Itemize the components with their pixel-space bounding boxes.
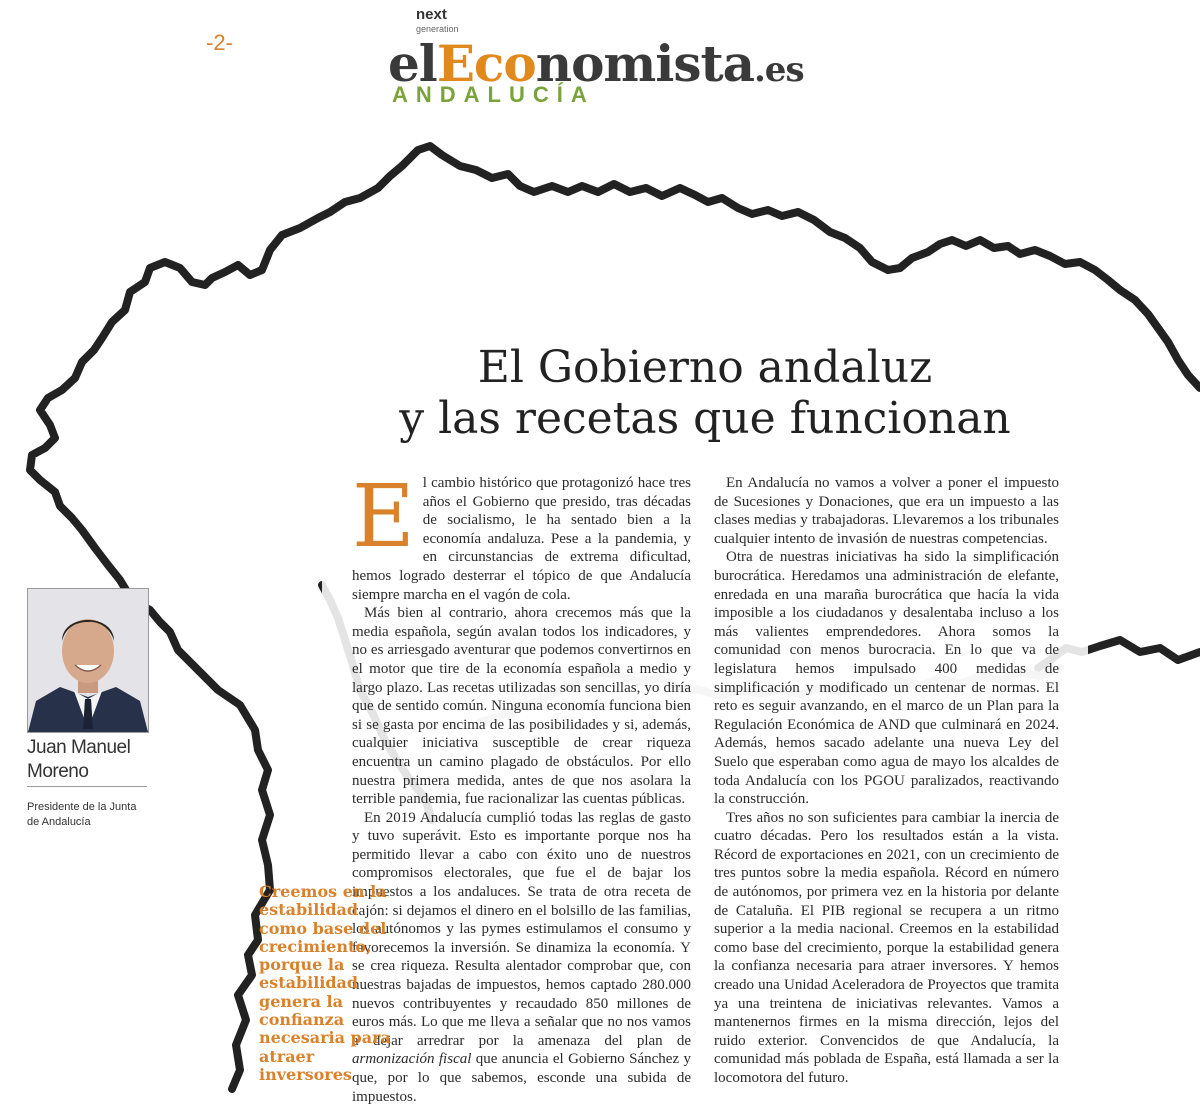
pull-quote: Creemos en la estabilidad como base del crecimiento, porque la estabilidad genera la confianza necesaria para atraer inversores [259,882,391,1084]
article-headline [330,342,1080,444]
paragraph: En Andalucía no vamos a volver a poner el impuesto de Sucesiones y Donaciones, que era un impuesto a las clases medias y trabajadoras. Llevaremos a los tribunales cualquier intento de invasión de nuestras competencias. [714,475,1059,547]
paragraph: Otra de nuestras iniciativas ha sido la simplificación burocrática. Heredamos una administración de elefante, enredada en una maraña burocrática que hacía la vida imposible a los ciudadanos y desalentaba incluso a los más valientes emprendedores. Ahora somos la comunidad con menos burocracia. En lo que va de legislatura hemos impulsado 400 medidas de simplificación y modificado un centenar de normas. El reto es seguir avanzando, en el marco de un Plan para la Regulación Económica de AND que culminará en 2024. Además, hemos sacado adelante una nueva Ley del Suelo que esperaban como agua de mayo los alcaldes de toda Andalucía con los PGOU paralizados, reactivando la construcción. [714,549,1059,808]
logo-accent: Eco [436,34,536,93]
drop-cap: E [352,467,415,567]
paragraph: Tres años no son suficientes para cambiar la inercia de cuatro décadas. Pero los resultados están a la vista. Récord de exportaciones en 2021, con un crecimiento de tres puntos sobre la media española. Récord en número de autónomos, por primera vez en la historia por delante de Cataluña. El PIB regional se recupera a un ritmo superior a la media nacional. Creemos en la estabilidad como base del crecimiento, porque la estabilidad genera la confianza necesaria para atraer inversores. Y hemos creado una Unidad Aceleradora de Proyectos que tramita ya una treintena de iniciativas relevantes. Vamos a mantenernos firmes en la misma dirección, lejos del ruido exterior. Convencidos de que Andalucía, la comunidad más poblada de España, está llamada a ser la locomotora del futuro. [714,809,1059,1086]
paragraph: Más bien al contrario, ahora crecemos más que la media española, según avalan todos los indicadores, y no es arriesgado aventurar que podemos convertirnos en el motor que tire de la economía española a medio y largo plazo. Las recetas utilizadas son sencillas, yo diría que de sentido común. Ninguna economía funciona bien si se gasta por encima de las posibilidades y si, además, cualquier iniciativa susceptible de crear riqueza encuentra un camino plagado de obstáculos. Por ello nuestra primera medida, antes de que nos asolara la terrible pandemia, fue racionalizar las cuentas públicas. [352,605,691,808]
author-name: Juan Manuel Moreno [27,737,131,782]
paragraph-text-end: que anuncia el Gobierno Sánchez y que, por lo que sabemos, esconde una subida de impuestos. [352,1051,692,1105]
logo-pre: el [388,34,437,93]
face-shape [62,619,114,683]
headline-line-2: y las recetas que funcionan [399,393,1011,444]
logo-suffix: .es [753,50,804,90]
badge-bottom-text: generation [416,24,459,34]
paragraph-text: l cambio histórico que protagonizó hace tres años el Gobierno que presido, tras décadas de socialismo, le ha sentado bien a la economía andaluza. Pese a la pandemia, y en circunstancias de extrema dificultad, hemos logrado desterrar el tópico de que Andalucía siempre marcha en el vagón de cola. [352,475,691,603]
headline-line-1: El Gobierno andaluz [477,342,933,393]
author-role: Presidente de la Junta de Andalucía [27,801,137,828]
paragraph-text: En 2019 Andalucía cumplió todas las reglas de gasto y tuvo superávit. Esto es importante porque nos ha permitido llevar a cabo con éxito uno de nuestros compromisos electorales, que fue el de bajar los impuestos a los andaluces. Se trata de otra receta de cajón: si dejamos el dinero en el bolsillo de las familias, los autónomos y las pymes estimulamos el consumo y favorecemos la inversión. Se dinamiza la economía. Y se crea riqueza. Resulta alentador comprobar que, con nuestras bajadas de impuestos, hemos captado 280.000 nuevos contribuyentes y recaudado 850 millones de euros más. Lo que me lleva a señalar que no nos vamos a dejar arredrar por la amenaza del plan de [352,809,691,1049]
masthead [388,6,804,107]
italic-phrase: armonización fiscal [352,1051,472,1068]
article-column-2 [714,474,1059,1088]
author-divider [27,786,147,787]
page-number: -2- [206,30,233,55]
author-photo [27,588,149,733]
author-portrait [28,589,148,732]
edition-label: ANDALUCÍA [392,82,595,107]
next-generation-badge [416,8,459,36]
logo-post: nomista [535,34,754,93]
paragraph [352,467,691,604]
badge-top-text: next [416,6,447,23]
